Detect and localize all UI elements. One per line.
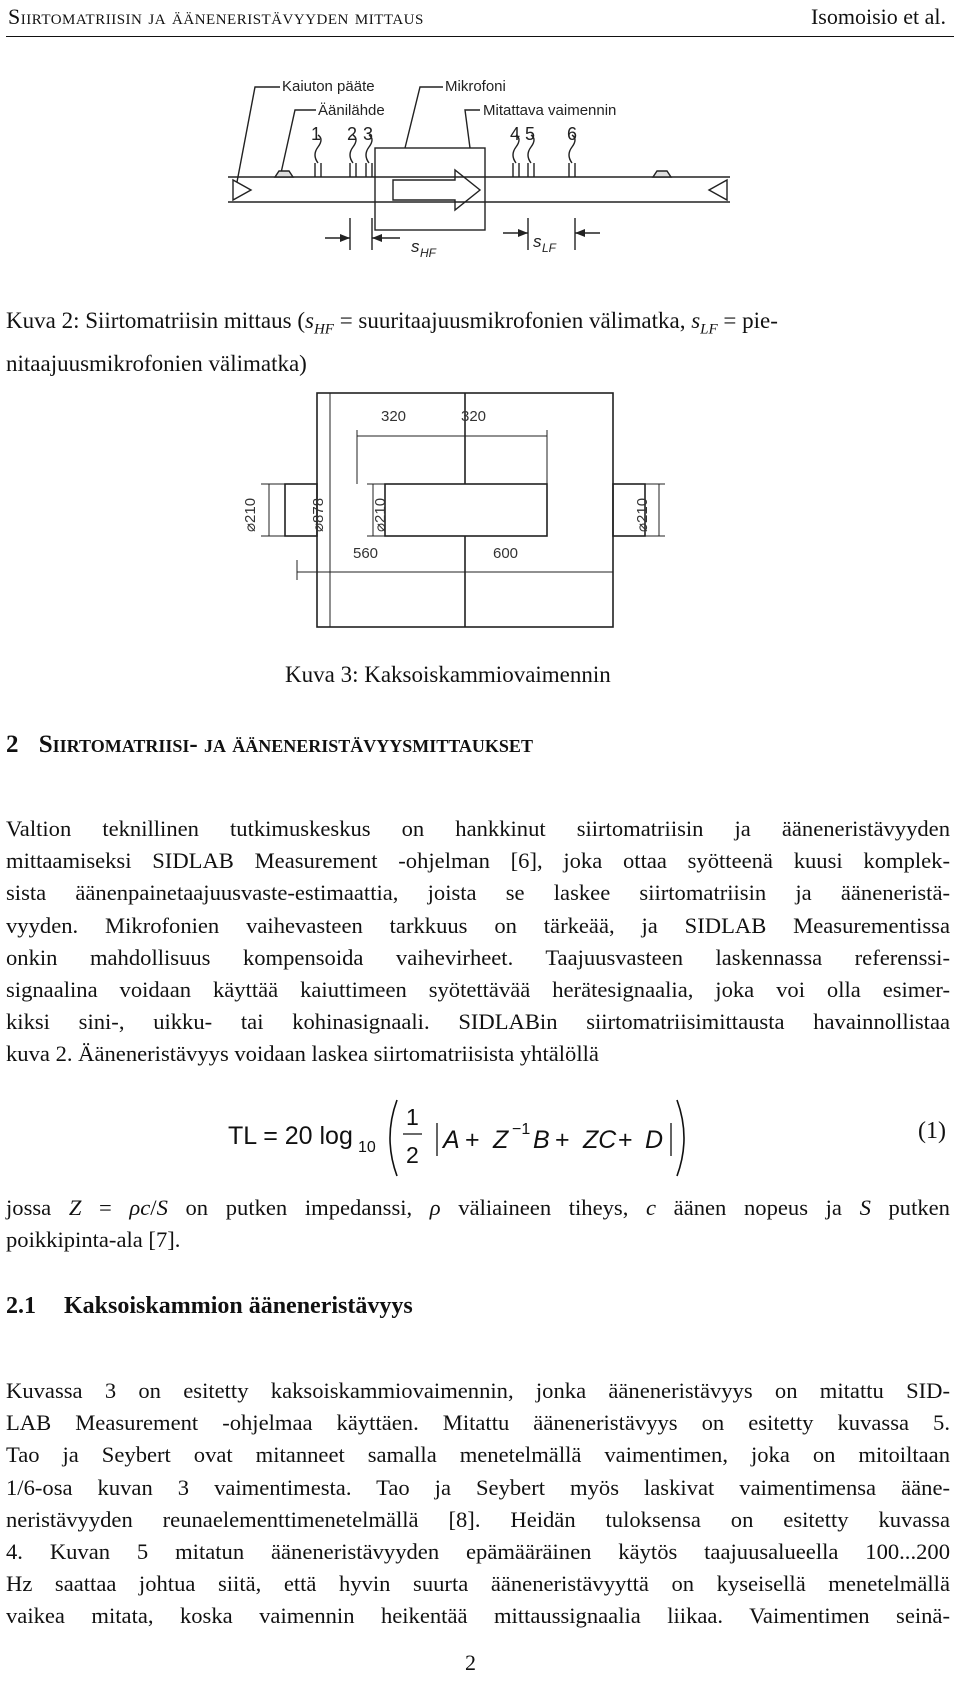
p1-line-3: sista äänenpainetaajuusvaste-estimaattia, joista se laskee siirtomatriisin ja ääneneristä- — [6, 880, 950, 906]
svg-text:+: + — [465, 1126, 480, 1154]
p3-line-1: Kuvassa 3 on esitetty kaksoiskammiovaimennin, jonka ääneneristävyys on mitattu SID- — [6, 1378, 950, 1403]
paragraph-1 — [6, 813, 950, 1071]
svg-text:−1: −1 — [512, 1121, 531, 1138]
p1-line-8: kuva 2. Ääneneristävyys voidaan laskea siirtomatriisista yhtälöllä — [6, 1041, 599, 1067]
mic-number-4: 4 — [510, 124, 521, 144]
mic-number-1: 1 — [311, 124, 322, 144]
p3-line-6: 4. Kuvan 5 mitatun ääneneristävyyden epämääräinen käytös taajuusalueella 100...200 — [6, 1539, 950, 1565]
figure-3-silencer-drawing — [242, 390, 715, 650]
p1-line-4: vyyden. Mikrofonien vaihevasteen tarkkuus on tärkeää, ja SIDLAB Measurementissa — [6, 912, 950, 938]
svg-text:2: 2 — [406, 1142, 419, 1168]
section-heading — [6, 731, 533, 759]
paragraph-3 — [6, 1375, 950, 1633]
dim-d210-left: ⌀210 — [242, 497, 259, 532]
svg-text:1: 1 — [406, 1104, 419, 1130]
p1-line-2: mittaamiseksi SIDLAB Measurement -ohjelman [6], joka ottaa syötteenä kuusi komplek- — [6, 848, 950, 874]
p3-line-8: vaikea mitata, koska vaimennin heikentää mittaussignaalia liikaa. Vaimentimen seinä- — [6, 1603, 950, 1629]
figure-2-caption-line1: Kuva 2: Siirtomatriisin mittaus ( — [6, 308, 305, 333]
page-number: 2 — [465, 1650, 476, 1675]
mic-number-5: 5 — [525, 124, 536, 144]
s-hf-sub: HF — [420, 246, 436, 260]
dim-bottom-right: 600 — [493, 545, 519, 562]
subsection-number: 2.1 — [6, 1293, 36, 1319]
dim-bottom-left: 560 — [353, 545, 379, 562]
s-lf-s: s — [533, 232, 542, 251]
p2-line-2: poikkipinta-ala [7]. — [6, 1227, 181, 1253]
figure-2-measurement-setup — [225, 70, 735, 270]
p3-line-2: LAB Measurement -ohjelmaa käyttäen. Mitattu ääneneristävyys on esitetty kuvassa 5. — [6, 1410, 950, 1436]
svg-text:ZC: ZC — [583, 1126, 617, 1154]
label-kaiuton-paate: Kaiuton pääte — [282, 78, 375, 95]
running-header-title: Siirtomatriisin ja ääneneristävyyden mittaus — [8, 4, 424, 29]
p3-line-7: Hz saattaa johtua siitä, että hyvin suurta ääneneristävyyttä on kyseisellä menetelmällä — [6, 1571, 950, 1597]
svg-text:TL = 20 log: TL = 20 log — [228, 1122, 353, 1150]
s-lf-sub: LF — [542, 241, 557, 255]
mic-number-2: 2 — [347, 124, 358, 144]
mic-number-6: 6 — [567, 124, 578, 144]
label-aanilahde: Äänilähde — [318, 102, 385, 119]
header-rule — [6, 36, 954, 37]
p2-text-d: äänen nopeus ja — [656, 1195, 860, 1220]
p1-line-5: onkin mahdollisuus kompensoida vaihevirheet. Taajuusvasteen laskennassa referenssi- — [6, 944, 950, 970]
p3-line-5: neristävyyden reunaelementtimenetelmällä [8]. Heidän tuloksensa on esitetty kuvassa — [6, 1506, 950, 1532]
label-mikrofoni: Mikrofoni — [445, 78, 506, 95]
p1-line-6: signaalina voidaan käyttää kaiuttimeen syötettävää herätesignaalia, joka voi olla esimer- — [6, 977, 950, 1003]
svg-text:Z: Z — [493, 1126, 509, 1154]
subsection-heading — [6, 1293, 413, 1320]
running-header-authors: Isomoisio et al. — [810, 4, 946, 29]
dim-top-left: 320 — [381, 408, 407, 425]
equation-1 — [225, 1090, 745, 1185]
figure-3-caption: Kuva 3: Kaksoiskammiovaimennin — [285, 662, 611, 687]
mic-number-3: 3 — [363, 124, 374, 144]
section-number: 2 — [6, 731, 19, 758]
p2-text-c: väliaineen tiheys, — [440, 1195, 647, 1220]
subsection-title: Kaksoiskammion ääneneristävyys — [64, 1293, 413, 1319]
p2-text-a: jossa — [6, 1195, 69, 1220]
dim-d878: ⌀878 — [310, 497, 327, 532]
svg-text:+: + — [618, 1126, 633, 1154]
svg-text:A: A — [443, 1126, 460, 1154]
section-title: Siirtomatriisi- ja ääneneristävyysmittaukset — [38, 731, 533, 758]
svg-text:D: D — [645, 1126, 664, 1154]
svg-text:+: + — [555, 1126, 570, 1154]
svg-text:B: B — [533, 1126, 550, 1154]
p1-line-7: kiksi sini-, uikku- tai kohinasignaali. SIDLABin siirtomatriisimittausta havainnollistaa — [6, 1009, 950, 1035]
p2-text-b: on putken impedanssi, — [167, 1195, 430, 1220]
p3-line-4: 1/6-osa kuvan 3 vaimentimesta. Tao ja Seybert myös laskivat vaimentimensa äänе- — [6, 1474, 950, 1500]
figure-2-caption: Kuva 2: Siirtomatriisin mittaus ($s_{HF}$ = suuritaajuusmikrofonien välimatka, $s_{LF} = pie-$ nitaajuusmikrofonien välimatka) — [6, 304, 952, 380]
figure-2-caption-line2: nitaajuusmikrofonien välimatka) — [6, 350, 307, 376]
s-hf-s: s — [411, 237, 420, 256]
dim-d210-right: ⌀210 — [634, 497, 651, 532]
paragraph-2: jossa Z = ρc/S on putken impedanssi, ρ väliaineen tiheys, c äänen nopeus ja S putken poikkipinta-ala [7]. — [6, 1192, 950, 1256]
dim-top-right: 320 — [461, 408, 487, 425]
dim-d210-inner: ⌀210 — [372, 497, 389, 532]
svg-text:10: 10 — [358, 1139, 376, 1156]
p3-line-3: Tao ja Seybert ovat mitanneet samalla menetelmällä vaimentimen, joka on mitoiltaan — [6, 1442, 950, 1468]
label-mitattava-vaimennin: Mitattava vaimennin — [483, 102, 617, 119]
p1-line-1: Valtion teknillinen tutkimuskeskus on hankkinut siirtomatriisin ja ääneneristävyyden — [6, 816, 950, 841]
equation-number: (1) — [918, 1118, 946, 1144]
p2-text-e: putken — [870, 1195, 950, 1220]
